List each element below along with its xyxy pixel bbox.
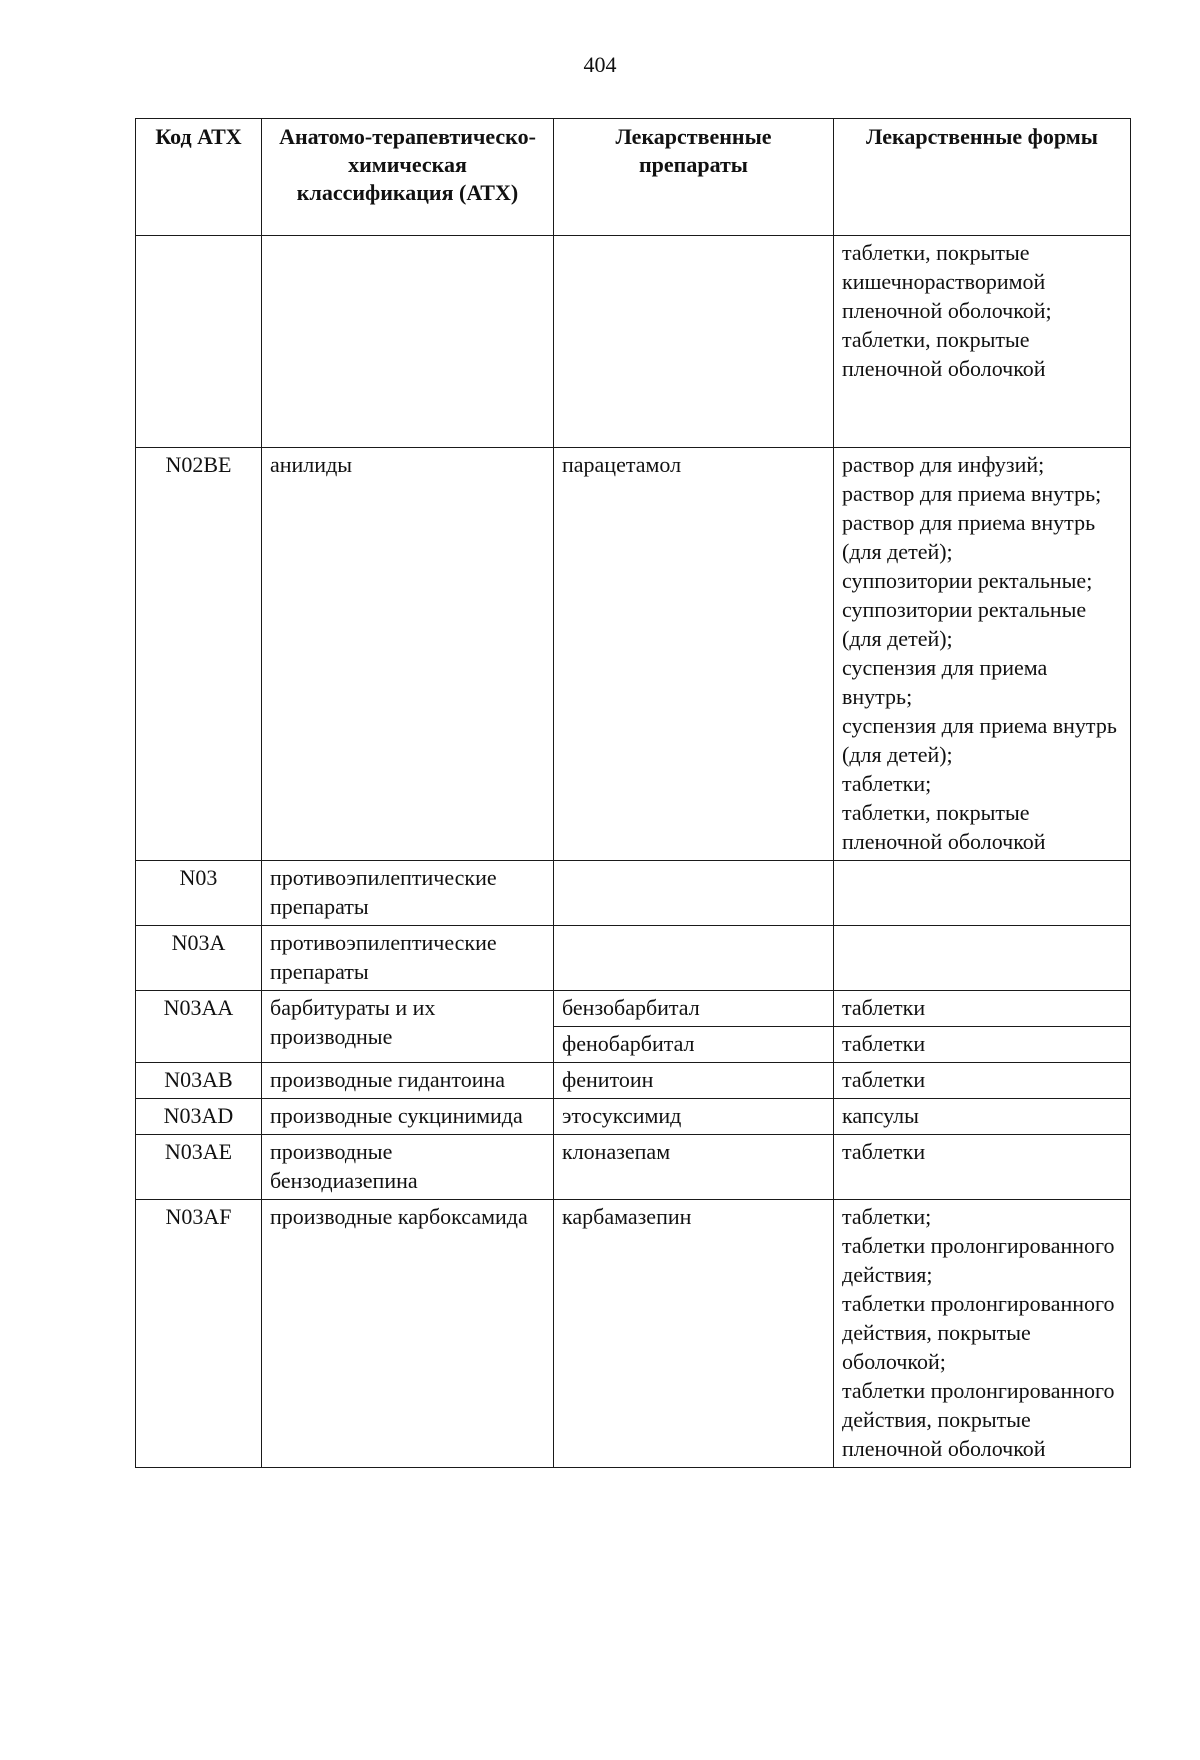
cell-forms bbox=[834, 991, 1131, 1027]
cell-drug: фенитоин bbox=[554, 1063, 834, 1099]
drug-table bbox=[135, 118, 1131, 1468]
form-line: таблетки пролонгированного действия, покрытые пленочной оболочкой bbox=[842, 1378, 1115, 1461]
table-header-row bbox=[136, 119, 1131, 236]
form-line: таблетки, покрытые пленочной оболочкой bbox=[842, 327, 1046, 381]
form-line: капсулы bbox=[842, 1103, 919, 1128]
cell-drug bbox=[554, 236, 834, 448]
cell-forms bbox=[834, 1027, 1131, 1063]
cell-atx: производные гидантоина bbox=[262, 1063, 554, 1099]
cell-forms bbox=[834, 861, 1131, 926]
cell-forms bbox=[834, 1063, 1131, 1099]
header-atx: Анатомо-терапевтическо-химическая классификация (АТХ) bbox=[262, 119, 554, 236]
cell-forms bbox=[834, 1135, 1131, 1200]
cell-atx: производные карбоксамида bbox=[262, 1200, 554, 1468]
cell-code: N03AD bbox=[136, 1099, 262, 1135]
cell-forms bbox=[834, 1099, 1131, 1135]
cell-code: N03AE bbox=[136, 1135, 262, 1200]
cell-drug: бензобарбитал bbox=[554, 991, 834, 1027]
table-row bbox=[136, 861, 1131, 926]
cell-forms bbox=[834, 926, 1131, 991]
form-line: раствор для приема внутрь (для детей); bbox=[842, 510, 1096, 564]
form-line: таблетки, покрытые пленочной оболочкой bbox=[842, 800, 1046, 854]
cell-atx: производные сукцинимида bbox=[262, 1099, 554, 1135]
form-line: раствор для приема внутрь; bbox=[842, 481, 1102, 506]
cell-forms bbox=[834, 236, 1131, 448]
table-row bbox=[136, 1099, 1131, 1135]
cell-code: N03 bbox=[136, 861, 262, 926]
form-line: таблетки пролонгированного действия, покрытые оболочкой; bbox=[842, 1291, 1115, 1374]
table-row bbox=[136, 236, 1131, 448]
table-body bbox=[136, 236, 1131, 1468]
form-line: суспензия для приема внутрь; bbox=[842, 655, 1048, 709]
cell-code: N03AA bbox=[136, 991, 262, 1063]
cell-drug bbox=[554, 926, 834, 991]
cell-forms bbox=[834, 448, 1131, 861]
cell-drug: фенобарбитал bbox=[554, 1027, 834, 1063]
cell-code bbox=[136, 236, 262, 448]
table-row bbox=[136, 1135, 1131, 1200]
form-line: таблетки, покрытые кишечнорастворимой пленочной оболочкой; bbox=[842, 240, 1052, 323]
table-row bbox=[136, 1063, 1131, 1099]
form-line: суспензия для приема внутрь (для детей); bbox=[842, 713, 1117, 767]
table-row bbox=[136, 926, 1131, 991]
form-line: таблетки bbox=[842, 1139, 926, 1164]
drug-table-container bbox=[135, 118, 1130, 1468]
cell-atx: противоэпилептические препараты bbox=[262, 861, 554, 926]
cell-code: N03AF bbox=[136, 1200, 262, 1468]
cell-drug: этосуксимид bbox=[554, 1099, 834, 1135]
cell-atx: барбитураты и их производные bbox=[262, 991, 554, 1063]
cell-atx: анилиды bbox=[262, 448, 554, 861]
form-line: таблетки bbox=[842, 995, 926, 1020]
cell-atx bbox=[262, 236, 554, 448]
cell-code: N03A bbox=[136, 926, 262, 991]
cell-code: N03AB bbox=[136, 1063, 262, 1099]
form-line: раствор для инфузий; bbox=[842, 452, 1045, 477]
form-line: суппозитории ректальные; bbox=[842, 568, 1093, 593]
header-forms: Лекарственные формы bbox=[834, 119, 1131, 236]
table-row bbox=[136, 991, 1131, 1027]
form-line: таблетки bbox=[842, 1067, 926, 1092]
form-line: таблетки; bbox=[842, 1204, 932, 1229]
header-code: Код АТХ bbox=[136, 119, 262, 236]
cell-drug: карбамазепин bbox=[554, 1200, 834, 1468]
header-drugs: Лекарственные препараты bbox=[554, 119, 834, 236]
page-number: 404 bbox=[583, 52, 617, 77]
table-row bbox=[136, 1200, 1131, 1468]
form-line: таблетки bbox=[842, 1031, 926, 1056]
cell-forms bbox=[834, 1200, 1131, 1468]
form-line: суппозитории ректальные (для детей); bbox=[842, 597, 1087, 651]
cell-drug bbox=[554, 861, 834, 926]
table-row bbox=[136, 448, 1131, 861]
cell-atx: производные бензодиазепина bbox=[262, 1135, 554, 1200]
cell-atx: противоэпилептические препараты bbox=[262, 926, 554, 991]
cell-drug: клоназепам bbox=[554, 1135, 834, 1200]
cell-code: N02BE bbox=[136, 448, 262, 861]
cell-drug: парацетамол bbox=[554, 448, 834, 861]
form-line: таблетки пролонгированного действия; bbox=[842, 1233, 1115, 1287]
form-line: таблетки; bbox=[842, 771, 932, 796]
